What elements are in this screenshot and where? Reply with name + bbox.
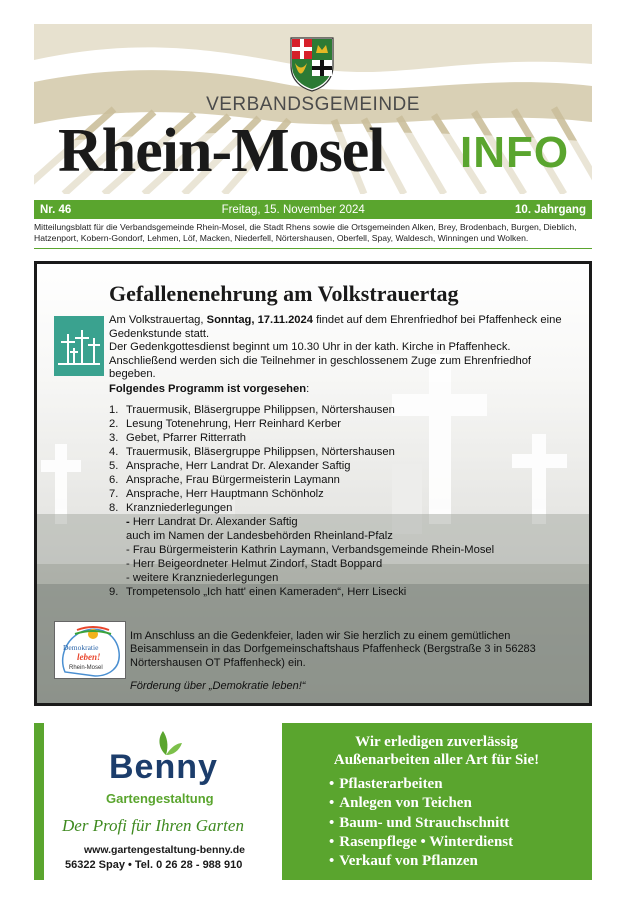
program-item-text: Lesung Totenehrung, Herr Reinhard Kerber — [126, 418, 341, 430]
program-item-number: 7. — [109, 488, 119, 500]
issue-bar — [34, 200, 592, 219]
advertiser-panel — [44, 723, 282, 880]
program-heading — [109, 383, 309, 395]
program-item-text: Trauermusik, Bläsergruppe Philippsen, Nörtershausen — [126, 404, 395, 416]
program-item-number: 4. — [109, 446, 119, 458]
program-item-text: Ansprache, Frau Bürgermeisterin Laymann — [126, 474, 340, 486]
program-item-text: Ansprache, Herr Landrat Dr. Alexander Saftig — [126, 460, 351, 472]
advertiser-logo: Benny — [109, 748, 218, 786]
issue-number: Nr. 46 — [40, 203, 72, 216]
program-item-text: Ansprache, Herr Hauptmann Schönholz — [126, 488, 324, 500]
program-item — [109, 417, 549, 431]
program-item — [109, 501, 549, 515]
service-item: • Anlegen von Teichen — [329, 794, 513, 813]
program-item-number: 1. — [109, 404, 119, 416]
advertiser-contact: 56322 Spay • Tel. 0 26 28 - 988 910 — [65, 859, 243, 871]
intro-date: Sonntag, 17.11.2024 — [206, 314, 313, 326]
issue-volume: 10. Jahrgang — [515, 203, 586, 216]
wreath-item-note: auch im Namen der Landesbehörden Rheinland-Pfalz — [126, 530, 393, 542]
program-list — [109, 403, 549, 599]
logo-word-1: Demokratie — [63, 643, 99, 652]
program-item — [109, 459, 549, 473]
issue-subline: Mitteilungsblatt für die Verbandsgemeinde Rhein-Mosel, die Stadt Rhens sowie die Ortsgemeinden Alken, Brey, Brodenbach, Burgen, Dieblich, Hatzenport, Kobern-Gondorf, Lehmen, Löf, Macken, Niederfell, Nörtershausen, Oberfell, Spay, Waldesch, Winningen und Wolken. — [34, 222, 577, 243]
program-item-text: Trauermusik, Bläsergruppe Philippsen, Nörtershausen — [126, 446, 395, 458]
memorial-notice — [34, 261, 592, 706]
closing-invitation: Im Anschluss an die Gedenkfeier, laden wir Sie herzlich zu einem gemütlichen Beisammensein in das Dorfgemeinschaftshaus Pfaffenheck (Bergstraße 3 in 56283 Nörtershausen OT Pfaffenheck) ein. — [130, 630, 536, 669]
issue-date: Freitag, 15. November 2024 — [221, 203, 365, 216]
crosses-icon — [54, 316, 104, 376]
ad-headline — [289, 733, 584, 769]
service-item: • Verkauf von Pflanzen — [329, 852, 513, 871]
ad-headline-line-2: Außenarbeiten aller Art für Sie! — [333, 752, 540, 768]
publication-title-suffix: INFO — [460, 128, 570, 177]
service-item: • Pflasterarbeiten — [329, 775, 513, 794]
advertiser-slogan: Der Profi für Ihren Garten — [62, 816, 244, 835]
wreath-item: - weitere Kranzniederlegungen — [126, 572, 279, 584]
service-item: • Baum- und Strauchschnitt — [329, 814, 513, 833]
logo-word-2: leben! — [77, 652, 101, 662]
notice-title: Gefallenenehrung am Volkstrauertag — [109, 281, 459, 306]
masthead — [34, 24, 592, 194]
publisher-label: VERBANDSGEMEINDE — [206, 94, 420, 115]
service-list — [329, 775, 513, 871]
wreath-dash: - — [126, 516, 133, 528]
program-item-text: Gebet, Pfarrer Ritterrath — [126, 432, 246, 444]
logo-word-3: Rhein-Mosel — [69, 665, 103, 671]
funding-note: Förderung über „Demokratie leben!“ — [130, 680, 306, 692]
intro-service-text: Der Gedenkgottesdienst beginnt um 10.30 Uhr in der kath. Kirche in Pfaffenheck. Anschließend werden sich die Teilnehmer in geschlossenem Zuge zum Ehrenfriedhof begeben. — [109, 341, 532, 380]
program-heading-text: Folgendes Programm ist vorgesehen — [109, 383, 307, 395]
program-item-number: 6. — [109, 474, 119, 486]
program-heading-colon: : — [306, 383, 310, 395]
program-item — [109, 431, 549, 445]
intro-text-cont: findet auf dem Ehrenfriedhof bei Pfaffenheck eine Gedenkstunde statt. — [109, 314, 562, 340]
program-item-text: Kranzniederlegungen — [126, 502, 233, 514]
program-item — [109, 403, 549, 417]
notice-intro — [109, 314, 579, 382]
service-item: • Rasenpflege • Winterdienst — [329, 833, 513, 852]
advertiser-website[interactable]: www.gartengestaltung-benny.de — [84, 844, 246, 856]
advertisement — [34, 723, 592, 880]
wreath-item: - Herr Beigeordneter Helmut Zindorf, Stadt Boppard — [126, 558, 383, 570]
program-item-text: Trompetensolo „Ich hatt' einen Kameraden“, Herr Lisecki — [126, 586, 407, 598]
program-item-number: 9. — [109, 586, 119, 598]
publication-title: Rhein-Mosel — [58, 117, 385, 185]
intro-text: Am Volkstrauertag, — [109, 314, 207, 326]
wreath-item — [109, 515, 549, 529]
demokratie-logo-graphic — [55, 622, 125, 678]
program-item-number: 3. — [109, 432, 119, 444]
wreath-item: - Frau Bürgermeisterin Kathrin Laymann, Verbandsgemeinde Rhein-Mosel — [126, 544, 495, 556]
wreath-item-text: Herr Landrat Dr. Alexander Saftig — [132, 516, 298, 528]
program-item — [109, 585, 549, 599]
program-item-number: 2. — [109, 418, 119, 430]
program-item-number: 5. — [109, 460, 119, 472]
divider — [34, 248, 592, 249]
advertiser-subtitle: Gartengestaltung — [106, 791, 214, 806]
program-item — [109, 487, 549, 501]
program-item — [109, 473, 549, 487]
program-item-number: 8. — [109, 502, 119, 514]
demokratie-leben-logo — [54, 621, 126, 679]
program-item — [109, 445, 549, 459]
ad-headline-line-1: Wir erledigen zuverlässig — [355, 734, 518, 750]
coat-of-arms-icon — [289, 36, 335, 92]
